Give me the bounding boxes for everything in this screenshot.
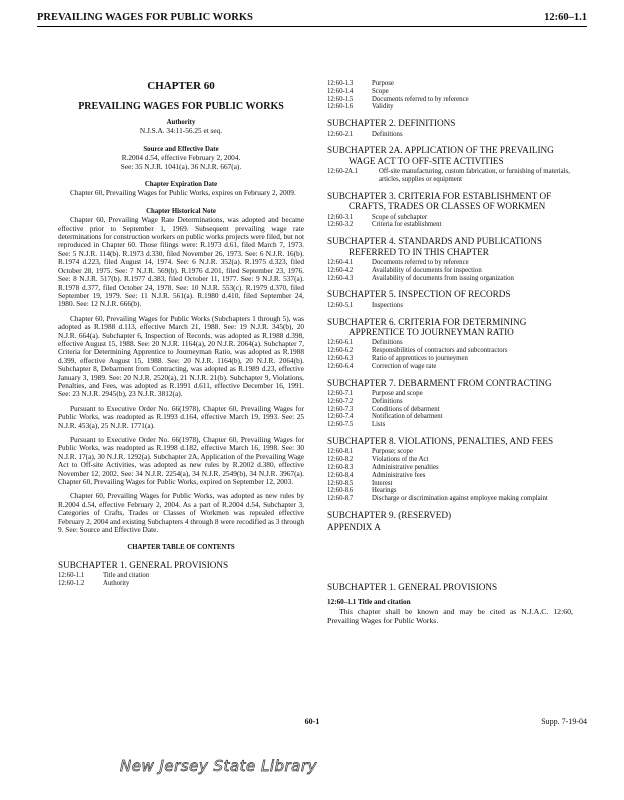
library-stamp: New Jersey State Library bbox=[120, 757, 317, 775]
toc-item-number: 12:60-1.2 bbox=[58, 580, 85, 588]
toc-item-title: Conditions of debarment bbox=[372, 405, 440, 413]
header-section: 12:60–1.1 bbox=[544, 12, 587, 23]
history-paragraph: Chapter 60, Prevailing Wage Rate Determinations, was adopted and became effective prior to September 1, 1969. Subsequent prevailing wage rate determinations for construction workers on public works projects were filed, but not reproduced in Chapter 60. Those filings were: R.1973 d.61, filed March 7, 1973. See: 5 N.J.R. 114(b). R.1973 d.330, filed November 26, 1973. See: 6 N.J.R. 16(b). R.1974 d.223, filed August 14, 1974. See: 6 N.J.R. 352(a). R.1975 d.323, filed October 28, 1975. See: 7 N.J.R. 569(b). R.1976 d.201, filed September 23, 1976. See: 8 N.J.R. 517(b). R.1977 d.383, filed October 11, 1977. See: 9 N.J.R. 537(a). R.1978 d.377, filed October 24, 1978. See: 10 N.J.R. 553(c). R.1979 d.370, filed September 19, 1979. See: 11 N.J.R. 561(a). R.1980 d.410, filed September 24, 1980. See: 12 N.J.R. 666(b). bbox=[58, 215, 305, 309]
source-heading: Source and Effective Date bbox=[143, 145, 219, 153]
toc-item-number: 12:60-8.1 bbox=[327, 448, 354, 456]
toc-item-title: Scope of subchapter bbox=[372, 213, 428, 221]
toc-subchapter-2a: SUBCHAPTER 2A. APPLICATION OF THE PREVAILING WAGE ACT TO OFF-SITE ACTIVITIES bbox=[327, 145, 554, 166]
toc-item bbox=[327, 168, 573, 184]
toc-group bbox=[327, 214, 573, 230]
toc-subchapter-5: SUBCHAPTER 5. INSPECTION OF RECORDS bbox=[327, 289, 511, 300]
toc-item-title: Authority bbox=[103, 580, 130, 588]
toc-item-number: 12:60-4.3 bbox=[327, 274, 354, 282]
toc-subchapter-7: SUBCHAPTER 7. DEBARMENT FROM CONTRACTING bbox=[327, 377, 552, 388]
toc-item-number: 12:60-8.6 bbox=[327, 487, 354, 495]
toc-subchapter-4: SUBCHAPTER 4. STANDARDS AND PUBLICATIONS REFERRED TO IN THIS CHAPTER bbox=[327, 236, 542, 257]
toc-item-number: 12:60-8.7 bbox=[327, 495, 354, 503]
toc-subchapter-6: SUBCHAPTER 6. CRITERIA FOR DETERMINING APPRENTICE TO JOURNEYMAN RATIO bbox=[327, 316, 527, 338]
chapter-title: PREVAILING WAGES FOR PUBLIC WORKS bbox=[78, 101, 284, 112]
toc-item-title: Purpose; scope bbox=[372, 448, 413, 456]
toc-item-number: 12:60-8.5 bbox=[327, 479, 354, 487]
toc-item bbox=[327, 355, 573, 363]
toc-group bbox=[327, 131, 573, 139]
toc-item-title: Administrative fees bbox=[372, 471, 426, 479]
toc-item bbox=[327, 363, 573, 371]
toc-item-title: Correction of wage rate bbox=[372, 362, 437, 370]
toc-item bbox=[327, 103, 573, 111]
section-text: This chapter shall be known and may be cited as N.J.A.C. 12:60, Prevailing Wages for Public Works. bbox=[327, 606, 573, 626]
toc-item-number: 12:60-3.1 bbox=[327, 213, 354, 221]
toc-item bbox=[327, 495, 573, 503]
toc-item bbox=[327, 339, 573, 347]
expiration-text: Chapter 60, Prevailing Wages for Public Works, expires on February 2, 2009. bbox=[70, 188, 296, 198]
toc-item-number: 12:60-5.1 bbox=[327, 301, 354, 309]
toc-group bbox=[327, 448, 573, 503]
authority-text: N.J.S.A. 34:11-56.25 et seq. bbox=[139, 126, 223, 136]
toc-item-number: 12:60-7.5 bbox=[327, 421, 354, 429]
toc-subchapter-9: SUBCHAPTER 9. (RESERVED) bbox=[327, 509, 452, 520]
toc-item-title: Interest bbox=[372, 479, 393, 487]
toc-group bbox=[327, 390, 573, 429]
toc-group bbox=[327, 168, 573, 184]
toc-item-number: 12:60-6.3 bbox=[327, 355, 354, 363]
page-number: 60-1 bbox=[304, 717, 320, 726]
toc-item bbox=[327, 221, 573, 229]
toc-item-number: 12:60-1.1 bbox=[58, 572, 85, 580]
toc-item-number: 12:60-4.1 bbox=[327, 259, 354, 267]
history-paragraph: Pursuant to Executive Order No. 66(1978), Chapter 60, Prevailing Wages for Public Works, was readopted as R.1993 d.164, effective March 19, 1993. See: 25 N.J.R. 453(a), 25 N.J.R. 1771(a). bbox=[58, 403, 304, 430]
toc-item-title: Lists bbox=[372, 421, 386, 429]
toc-item-number: 12:60-7.3 bbox=[327, 405, 354, 413]
toc-group bbox=[327, 302, 573, 310]
toc-item bbox=[327, 96, 573, 104]
toc-item-number: 12:60-6.1 bbox=[327, 339, 354, 347]
toc-group bbox=[327, 339, 573, 370]
toc-item-title: Inspections bbox=[372, 301, 403, 309]
source-line-2: See: 35 N.J.R. 1041(a), 36 N.J.R. 667(a). bbox=[120, 161, 242, 171]
toc-item bbox=[58, 580, 304, 588]
toc-item bbox=[327, 267, 573, 275]
toc-item bbox=[327, 88, 573, 96]
history-paragraph: Chapter 60, Prevailing Wages for Public Works, was adopted as new rules by R.2004 d.54, effective February 2, 2004. As a part of R.2004 d.54, Subchapter 3, Categories of Crafts, Trades or Classes of Workmen was repealed effective February 2, 2004 and existing Subchapters 4 through 8 were recodified as 3 through 9. See: Source and Effective Date. bbox=[58, 491, 304, 535]
toc-item bbox=[327, 259, 573, 267]
toc-item-number: 12:60-3.2 bbox=[327, 221, 354, 229]
toc-item bbox=[327, 80, 573, 88]
toc-item-number: 12:60-6.2 bbox=[327, 347, 354, 355]
toc-item bbox=[327, 413, 573, 421]
toc-item-number: 12:60-1.3 bbox=[327, 80, 354, 87]
toc-item-number: 12:60-1.6 bbox=[327, 103, 354, 111]
toc-item-title: Purpose bbox=[372, 80, 394, 87]
header-title: PREVAILING WAGES FOR PUBLIC WORKS bbox=[37, 12, 253, 23]
toc-item bbox=[327, 214, 573, 222]
toc-item-title: Off-site manufacturing, custom fabrication, or furnishing of materials, articles, supplies or equipment bbox=[379, 168, 570, 183]
toc-item-title: Administrative penalties bbox=[372, 464, 439, 471]
toc-item-number: 12:60-1.5 bbox=[327, 95, 354, 103]
toc-item-title: Violations of the Act bbox=[372, 456, 429, 464]
toc-item-number: 12:60-7.1 bbox=[327, 390, 354, 398]
toc-item bbox=[327, 464, 573, 472]
toc-item-title: Definitions bbox=[372, 339, 403, 347]
authority-heading: Authority bbox=[166, 119, 196, 126]
toc-item-title: Purpose and scope bbox=[372, 390, 423, 398]
toc-item bbox=[58, 572, 304, 580]
toc-item-number: 12:60-8.2 bbox=[327, 456, 354, 464]
toc-item bbox=[327, 275, 573, 283]
toc-item-number: 12:60-7.4 bbox=[327, 413, 354, 421]
toc-item-title: Responsibilities of contractors and subcontractors bbox=[372, 347, 508, 355]
toc-item-title: Documents referred to by reference bbox=[372, 259, 469, 267]
toc-item-number: 12:60-8.4 bbox=[327, 471, 354, 479]
toc-group bbox=[327, 80, 573, 111]
toc-item-title: Discharge or discrimination against employee making complaint bbox=[372, 495, 548, 503]
toc-item-title: Definitions bbox=[372, 397, 403, 405]
toc-subchapter-3: SUBCHAPTER 3. CRITERIA FOR ESTABLISHMENT OF CRAFTS, TRADES OR CLASSES OF WORKMEN bbox=[327, 190, 552, 212]
toc-item bbox=[327, 472, 573, 480]
toc-item bbox=[327, 448, 573, 456]
toc-item bbox=[327, 421, 573, 429]
toc-heading: CHAPTER TABLE OF CONTENTS bbox=[127, 544, 235, 552]
toc-item-number: 12:60-6.4 bbox=[327, 362, 354, 370]
toc-item-title: Scope bbox=[372, 87, 389, 95]
toc-item bbox=[327, 302, 573, 310]
section-heading: 12:60–1.1 Title and citation bbox=[327, 598, 411, 607]
toc-item-title: Availability of documents from issuing organization bbox=[372, 274, 514, 282]
toc-item-title: Ratio of apprentices to journeymen bbox=[372, 355, 468, 363]
toc-item-title: Documents referred to by reference bbox=[372, 95, 469, 103]
toc-item-title: Availability of documents for inspection bbox=[372, 266, 482, 274]
toc-subchapter-1: SUBCHAPTER 1. GENERAL PROVISIONS bbox=[58, 559, 229, 570]
toc-item bbox=[327, 398, 573, 406]
toc-item-number: 12:60-4.2 bbox=[327, 266, 354, 274]
toc-item bbox=[327, 406, 573, 414]
toc-item-title: Title and citation bbox=[103, 572, 150, 580]
toc-subchapter-8: SUBCHAPTER 8. VIOLATIONS, PENALTIES, AND FEES bbox=[327, 436, 554, 446]
toc-item-title: Hearings bbox=[372, 487, 397, 495]
history-paragraph: Pursuant to Executive Order No. 66(1978), Chapter 60, Prevailing Wages for Public Works, was readopted as R.1998 d.182, effective March 16, 1998. See: 30 N.J.R. 17(a), 30 N.J.R. 1292(a). Subchapter 2A, Application of the Prevailing Wage Act to Off-site Activities, was adopted as new rules by R.2002 d.380, effective November 12, 2002. See: 34 N.J.R. 2254(a), 34 N.J.R. 2549(b), 34 N.J.R. 3967(a). Chapter 60, Prevailing Wages for Public Works, expired on September 12, 2003. bbox=[58, 435, 304, 487]
toc-item bbox=[327, 131, 573, 139]
toc-appendix: APPENDIX A bbox=[327, 522, 381, 533]
toc-item bbox=[327, 456, 573, 464]
toc-item bbox=[327, 487, 573, 495]
toc-item bbox=[327, 480, 573, 488]
supplement-date: Supp. 7-19-04 bbox=[541, 717, 587, 726]
chapter-number: CHAPTER 60 bbox=[147, 80, 215, 92]
history-heading: Chapter Historical Note bbox=[146, 207, 216, 215]
toc-item bbox=[327, 390, 573, 398]
toc-item-title: Criteria for establishment bbox=[372, 221, 442, 229]
toc-item-title: Validity bbox=[372, 103, 394, 111]
right-column bbox=[327, 80, 573, 625]
toc-item-title: Notification of debarment bbox=[372, 413, 443, 421]
toc-item-number: 12:60-2.1 bbox=[327, 130, 354, 138]
history-paragraph: Chapter 60, Prevailing Wages for Public Works (Subchapters 1 through 5), was adopted as R.1988 d.113, effective March 21, 1988. See: 19 N.J.R. 345(b), 20 N.J.R. 664(a). Subchapter 6, Inspection of Records, was adopted as R.1988 d.398, effective August 15, 1988. See: 20 N.J.R. 1164(a), 20 N.J.R. 2064(a). Subchapter 7, Criteria for Determining Apprentice to Journeyman Ratio, was adopted as R.1988 d.399, effective August 15, 1988. See: 20 N.J.R. 1164(b), 20 N.J.R. 2064(b). Subchapter 8, Debarment from Contracting, was adopted as R.1989 d.23, effective January 3, 1989. See: 20 N.J.R. 2520(a), 21 N.J.R. 21(b). Subchapter 9, Violations, Penalties, and Fees, was adopted as R.1991 d.611, effective December 16, 1991. See: 23 N.J.R. 2945(b), 23 N.J.R. 3812(a). bbox=[58, 313, 304, 399]
toc-group bbox=[327, 259, 573, 282]
toc-item-number: 12:60-1.4 bbox=[327, 87, 354, 95]
body-subchapter-heading: SUBCHAPTER 1. GENERAL PROVISIONS bbox=[327, 581, 498, 592]
source-line-1: R.2004 d.54, effective February 2, 2004. bbox=[121, 153, 241, 163]
expiration-heading: Chapter Expiration Date bbox=[144, 181, 218, 189]
toc-item-title: Definitions bbox=[372, 130, 403, 138]
running-header bbox=[37, 12, 587, 27]
toc-subchapter-2: SUBCHAPTER 2. DEFINITIONS bbox=[327, 118, 456, 129]
toc-item-number: 12:60-2A.1 bbox=[327, 168, 359, 176]
toc-item-number: 12:60-8.3 bbox=[327, 464, 354, 471]
left-column bbox=[58, 80, 304, 588]
toc-item-number: 12:60-7.2 bbox=[327, 397, 354, 405]
toc-item bbox=[327, 347, 573, 355]
